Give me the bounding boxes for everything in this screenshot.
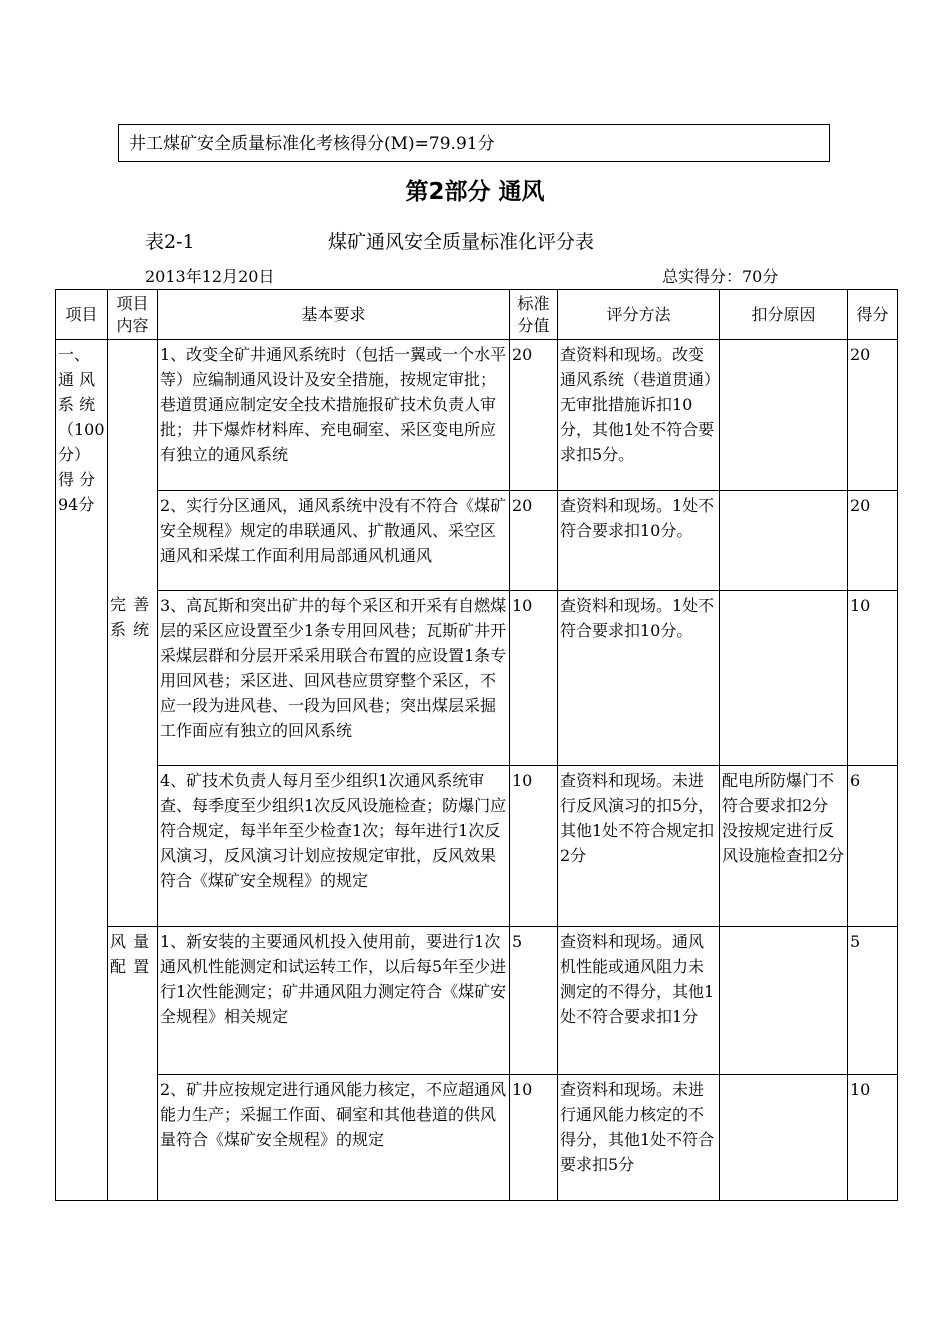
method-cell: 查资料和现场。改变通风系统（巷道贯通）无审批措施诉扣10分，其他1处不符合要求扣5分。 [558, 340, 720, 491]
requirement-cell: 2、矿井应按规定进行通风能力核定，不应超通风能力生产；采掘工作面、硐室和其他巷道的供风量符合《煤矿安全规程》的规定 [158, 1075, 510, 1201]
subsection-label: 风 量 配 置 [110, 932, 151, 976]
subsection-label: 完 善 系 统 [110, 595, 151, 639]
requirement-cell: 1、改变全矿井通风系统时（包括一翼或一个水平等）应编制通风设计及安全措施，按规定审批；巷道贯通应制定安全技术措施报矿技术负责人审批；井下爆炸材料库、充电硐室、采区变电所应有独立的通风系统 [158, 340, 510, 491]
table-row [56, 1075, 898, 1201]
deduct-cell [720, 591, 848, 766]
standard-cell: 10 [510, 1075, 558, 1201]
table-row [56, 491, 898, 591]
standard-cell: 10 [510, 591, 558, 766]
requirement-cell: 3、高瓦斯和突出矿井的每个采区和开采有自燃煤层的采区应设置至少1条专用回风巷；瓦斯矿井开采煤层群和分层开采采用联合布置的应设置1条专用回风巷；采区进、回风巷应贯穿整个采区，不应一段为进风巷、一段为回风巷；突出煤层采掘工作面应有独立的回风系统 [158, 591, 510, 766]
method-cell: 查资料和现场。通风机性能或通风阻力未测定的不得分，其他1处不符合要求扣1分 [558, 927, 720, 1075]
standard-cell: 10 [510, 766, 558, 927]
deduct-cell [720, 340, 848, 491]
score-cell: 10 [848, 591, 898, 766]
subsection-cell-complete-system [108, 340, 158, 927]
column-header-score: 得分 [848, 290, 898, 340]
table-title: 煤矿通风安全质量标准化评分表 [328, 231, 595, 253]
requirement-cell: 4、矿技术负责人每月至少组织1次通风系统审查、每季度至少组织1次反风设施检查；防爆门应符合规定，每半年至少检查1次；每年进行1次反风演习，反风演习计划应按规定审批，反风效果符合《煤矿安全规程》的规定 [158, 766, 510, 927]
section-label-ventilation-system: 一、 通 风 系 统 （100 分） 得 分 94分 [56, 340, 108, 1201]
method-cell: 查资料和现场。1处不符合要求扣10分。 [558, 591, 720, 766]
method-cell: 查资料和现场。未进行反风演习的扣5分，其他1处不符合规定扣2分 [558, 766, 720, 927]
total-score: 总实得分：70分 [662, 267, 779, 286]
method-cell: 查资料和现场。1处不符合要求扣10分。 [558, 491, 720, 591]
standard-cell: 5 [510, 927, 558, 1075]
deduct-cell [720, 1075, 848, 1201]
table-row [56, 591, 898, 766]
score-cell: 10 [848, 1075, 898, 1201]
column-header-content: 项目 内容 [108, 290, 158, 340]
score-cell: 5 [848, 927, 898, 1075]
table-number: 表2-1 [145, 231, 195, 253]
part-title: 第2部分 通风 [405, 179, 545, 205]
column-header-method: 评分方法 [558, 290, 720, 340]
requirement-cell: 1、新安装的主要通风机投入使用前，要进行1次通风机性能测定和试运转工作，以后每5年至少进行1次性能测定；矿井通风阻力测定符合《煤矿安全规程》相关规定 [158, 927, 510, 1075]
requirement-cell: 2、实行分区通风，通风系统中没有不符合《煤矿安全规程》规定的串联通风、扩散通风、采空区通风和采煤工作面利用局部通风机通风 [158, 491, 510, 591]
column-header-requirement: 基本要求 [158, 290, 510, 340]
table-row [56, 927, 898, 1075]
assessment-score-box: 井工煤矿安全质量标准化考核得分(M)=79.91分 [118, 124, 830, 162]
table-header-row [56, 290, 898, 340]
ventilation-score-table [55, 289, 898, 1201]
score-cell: 20 [848, 340, 898, 491]
table-row [56, 766, 898, 927]
standard-cell: 20 [510, 491, 558, 591]
score-cell: 20 [848, 491, 898, 591]
table-row [56, 340, 898, 491]
subsection-cell-air-distribution [108, 927, 158, 1201]
deduct-cell [720, 491, 848, 591]
deduct-cell [720, 927, 848, 1075]
standard-cell: 20 [510, 340, 558, 491]
assessment-date: 2013年12月20日 [145, 267, 275, 286]
column-header-item: 项目 [56, 290, 108, 340]
deduct-cell: 配电所防爆门不符合要求扣2分 没按规定进行反风设施检查扣2分 [720, 766, 848, 927]
column-header-deduct: 扣分原因 [720, 290, 848, 340]
method-cell: 查资料和现场。未进行通风能力核定的不得分，其他1处不符合要求扣5分 [558, 1075, 720, 1201]
score-cell: 6 [848, 766, 898, 927]
column-header-standard: 标准 分值 [510, 290, 558, 340]
